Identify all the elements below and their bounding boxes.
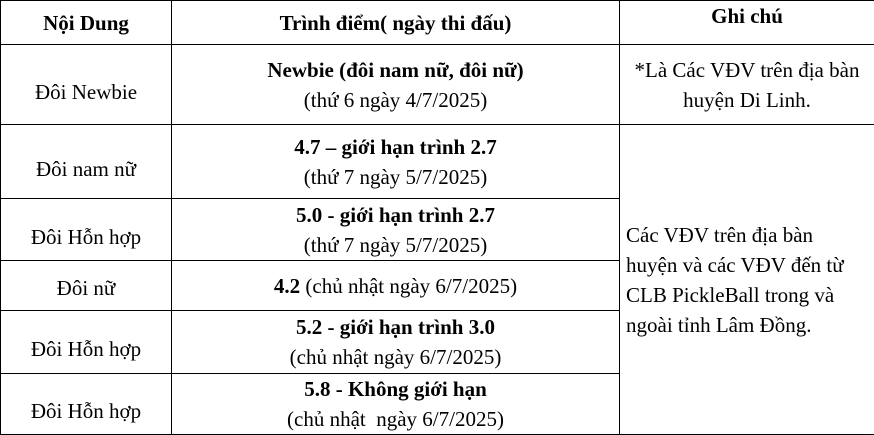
event-date: (thứ 6 ngày 4/7/2025) — [178, 85, 613, 115]
event-date: (thứ 7 ngày 5/7/2025) — [178, 230, 613, 260]
event-date: (chủ nhật ngày 6/7/2025) — [178, 342, 613, 372]
table-row — [1, 45, 874, 125]
header-note: Ghi chú — [620, 1, 874, 45]
event-name: Đôi Hỗn hợp — [1, 374, 172, 435]
event-title: 5.0 - giới hạn trình 2.7 — [178, 200, 613, 230]
event-title: 5.2 - giới hạn trình 3.0 — [178, 312, 613, 342]
event-date: (chủ nhật ngày 6/7/2025) — [305, 274, 517, 298]
header-content: Nội Dung — [1, 1, 172, 45]
event-title: Newbie (đôi nam nữ, đôi nữ) — [178, 55, 613, 85]
event-name: Đôi Newbie — [1, 45, 172, 125]
event-schedule — [172, 199, 620, 261]
header-row — [1, 1, 874, 45]
event-date: (chủ nhật ngày 6/7/2025) — [178, 404, 613, 434]
event-schedule — [172, 45, 620, 125]
event-title: 5.8 - Không giới hạn — [178, 374, 613, 404]
table-row — [1, 125, 874, 199]
event-name: Đôi Hỗn hợp — [1, 311, 172, 374]
header-schedule: Trình điểm( ngày thi đấu) — [172, 1, 620, 45]
event-schedule — [172, 311, 620, 374]
event-date: (thứ 7 ngày 5/7/2025) — [178, 162, 613, 192]
event-title: 4.2 — [274, 274, 300, 298]
note-others: Các VĐV trên địa bàn huyện và các VĐV đến từ CLB PickleBall trong và ngoài tỉnh Lâm Đồng. — [620, 125, 874, 435]
event-title: 4.7 – giới hạn trình 2.7 — [178, 132, 613, 162]
event-schedule — [172, 374, 620, 435]
note-newbie: *Là Các VĐV trên địa bàn huyện Di Linh. — [620, 45, 874, 125]
event-schedule — [172, 261, 620, 311]
event-name: Đôi nam nữ — [1, 125, 172, 199]
event-name: Đôi Hỗn hợp — [1, 199, 172, 261]
event-name: Đôi nữ — [1, 261, 172, 311]
event-schedule — [172, 125, 620, 199]
